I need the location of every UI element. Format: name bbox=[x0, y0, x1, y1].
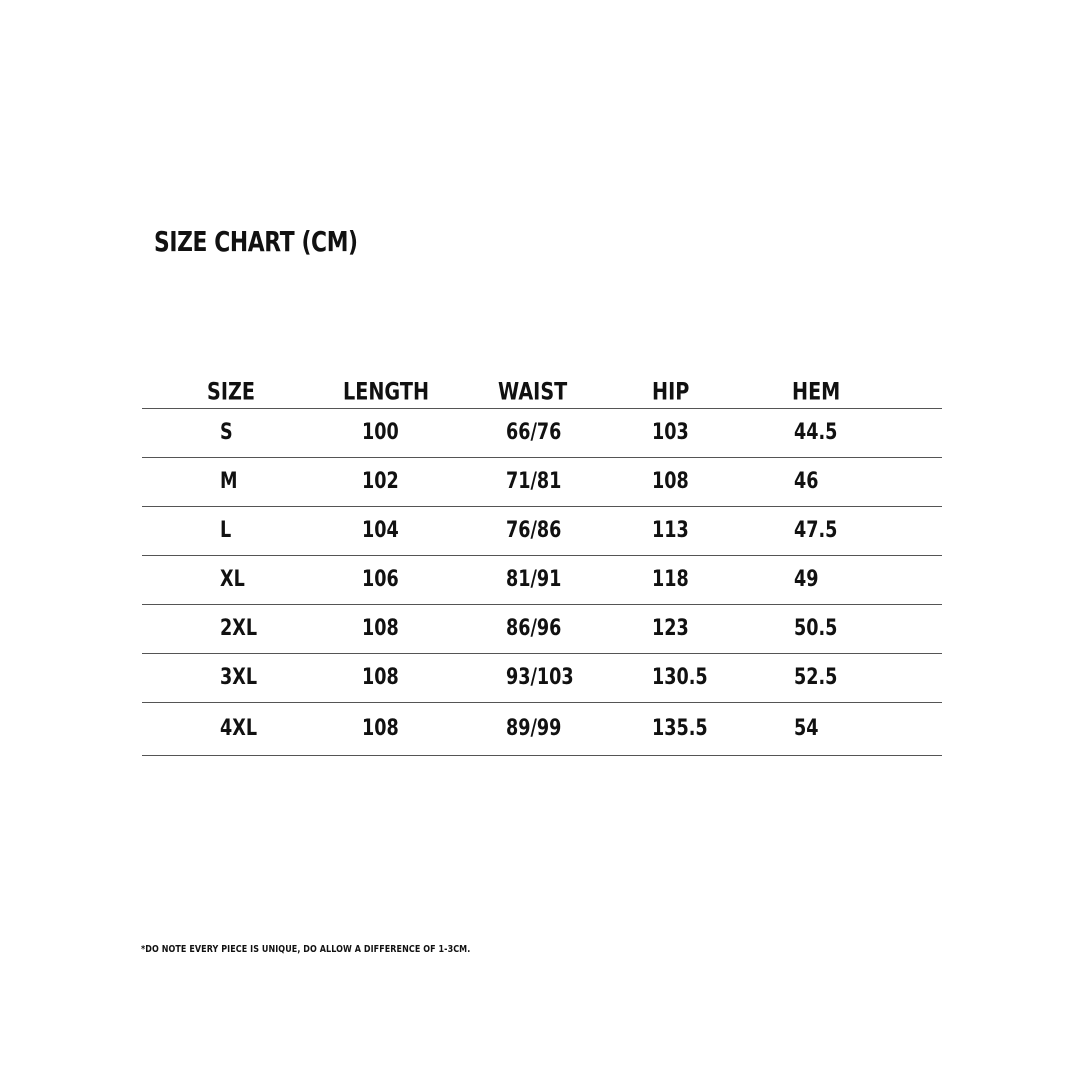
table-row bbox=[142, 507, 942, 556]
cell-hem: 50.5 bbox=[794, 616, 838, 641]
cell-waist: 66/76 bbox=[506, 420, 562, 445]
size-chart-table bbox=[142, 366, 942, 756]
cell-size: M bbox=[220, 469, 238, 494]
page-title: SIZE CHART (CM) bbox=[154, 225, 358, 258]
cell-hem: 44.5 bbox=[794, 420, 838, 445]
header-size: SIZE bbox=[207, 377, 256, 406]
cell-length: 100 bbox=[362, 420, 399, 445]
cell-size: XL bbox=[220, 567, 245, 592]
cell-waist: 89/99 bbox=[506, 716, 562, 741]
cell-waist: 86/96 bbox=[506, 616, 562, 641]
cell-length: 102 bbox=[362, 469, 399, 494]
cell-length: 104 bbox=[362, 518, 399, 543]
cell-waist: 81/91 bbox=[506, 567, 562, 592]
cell-size: L bbox=[220, 518, 232, 543]
cell-hip: 108 bbox=[652, 469, 689, 494]
table-row bbox=[142, 605, 942, 654]
cell-hip: 130.5 bbox=[652, 665, 708, 690]
cell-size: 2XL bbox=[220, 616, 258, 641]
cell-waist: 71/81 bbox=[506, 469, 562, 494]
table-row bbox=[142, 703, 942, 756]
cell-hip: 123 bbox=[652, 616, 689, 641]
cell-hem: 54 bbox=[794, 716, 819, 741]
cell-hem: 47.5 bbox=[794, 518, 838, 543]
cell-length: 108 bbox=[362, 716, 399, 741]
cell-waist: 76/86 bbox=[506, 518, 562, 543]
cell-size: S bbox=[220, 420, 233, 445]
cell-length: 108 bbox=[362, 616, 399, 641]
table-header-row bbox=[142, 366, 942, 409]
cell-hem: 46 bbox=[794, 469, 819, 494]
cell-hem: 49 bbox=[794, 567, 819, 592]
table-row bbox=[142, 409, 942, 458]
cell-hip: 135.5 bbox=[652, 716, 708, 741]
cell-hem: 52.5 bbox=[794, 665, 838, 690]
cell-size: 3XL bbox=[220, 665, 258, 690]
cell-length: 106 bbox=[362, 567, 399, 592]
header-hem: HEM bbox=[792, 377, 841, 406]
table-row bbox=[142, 654, 942, 703]
header-length: LENGTH bbox=[343, 377, 430, 406]
cell-hip: 103 bbox=[652, 420, 689, 445]
header-waist: WAIST bbox=[498, 377, 568, 406]
cell-hip: 118 bbox=[652, 567, 689, 592]
table-row bbox=[142, 556, 942, 605]
cell-size: 4XL bbox=[220, 716, 258, 741]
table-row bbox=[142, 458, 942, 507]
header-hip: HIP bbox=[652, 377, 690, 406]
cell-waist: 93/103 bbox=[506, 665, 574, 690]
cell-length: 108 bbox=[362, 665, 399, 690]
cell-hip: 113 bbox=[652, 518, 689, 543]
footnote: *DO NOTE EVERY PIECE IS UNIQUE, DO ALLOW A DIFFERENCE OF 1-3CM. bbox=[141, 944, 471, 955]
